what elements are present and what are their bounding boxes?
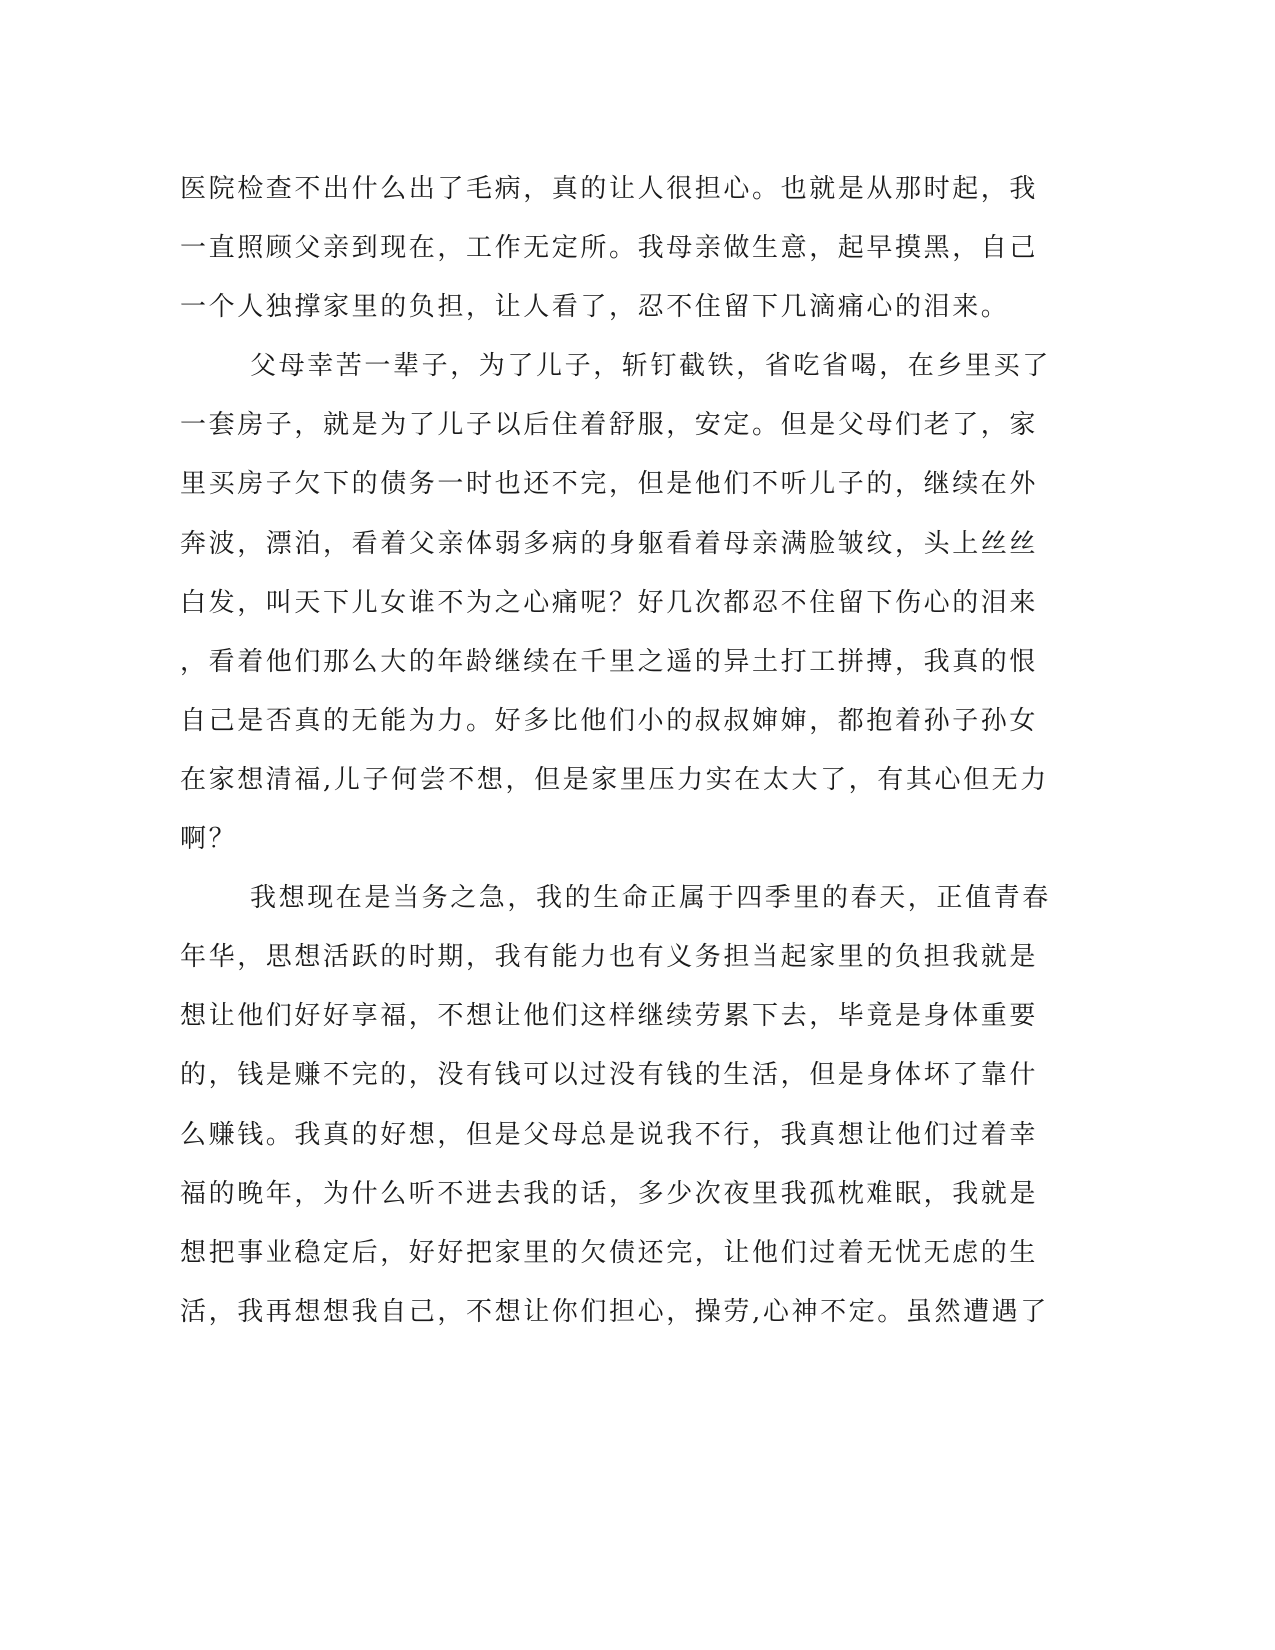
text-line: 啊？ (180, 824, 238, 855)
text-line: 么赚钱。我真的好想，但是父母总是说我不行，我真想让他们过着幸 (180, 1119, 1039, 1150)
text-line: 年华，思想活跃的时期，我有能力也有义务担当起家里的负担我就是 (180, 942, 1039, 973)
text-line: 奔波，漂泊，看着父亲体弱多病的身躯看着母亲满脸皱纹，头上丝丝 (180, 528, 1039, 559)
text-line: 医院检查不出什么出了毛病，真的让人很担心。也就是从那时起，我 (180, 174, 1039, 204)
body-text (180, 160, 1051, 1342)
paragraph-start-line: 我想现在是当务之急，我的生命正属于四季里的春天，正值青春 (250, 883, 1051, 914)
text-line: 想让他们好好享福，不想让他们这样继续劳累下去，毕竟是身体重要 (180, 1001, 1039, 1032)
text-line: 一套房子，就是为了儿子以后住着舒服，安定。但是父母们老了，家 (180, 410, 1039, 441)
text-line: 活，我再想想我自己，不想让你们担心，操劳,心神不定。虽然遭遇了 (180, 1296, 1049, 1327)
paragraph-start-line: 父母幸苦一辈子，为了儿子，斩钉截铁，省吃省喝，在乡里买了 (250, 351, 1051, 382)
text-line: 的，钱是赚不完的，没有钱可以过没有钱的生活，但是身体坏了靠什 (180, 1060, 1039, 1091)
text-line: 自己是否真的无能为力。好多比他们小的叔叔婶婶，都抱着孙子孙女 (180, 705, 1039, 736)
text-line: 里买房子欠下的债务一时也还不完，但是他们不听儿子的，继续在外 (180, 469, 1039, 500)
text-line: 一直照顾父亲到现在，工作无定所。我母亲做生意，起早摸黑，自己 (180, 233, 1039, 264)
text-line: 白发，叫天下儿女谁不为之心痛呢？好几次都忍不住留下伤心的泪来 (180, 587, 1039, 618)
text-line: 在家想清福,儿子何尝不想，但是家里压力实在太大了，有其心但无力 (180, 764, 1049, 795)
text-line: 福的晚年，为什么听不进去我的话，多少次夜里我孤枕难眠，我就是 (180, 1178, 1039, 1209)
text-line: ，看着他们那么大的年龄继续在千里之遥的异土打工拼搏，我真的恨 (180, 646, 1039, 677)
text-line: 想把事业稳定后，好好把家里的欠债还完，让他们过着无忧无虑的生 (180, 1237, 1039, 1268)
text-line: 一个人独撑家里的负担，让人看了，忍不住留下几滴痛心的泪来。 (180, 292, 1010, 323)
